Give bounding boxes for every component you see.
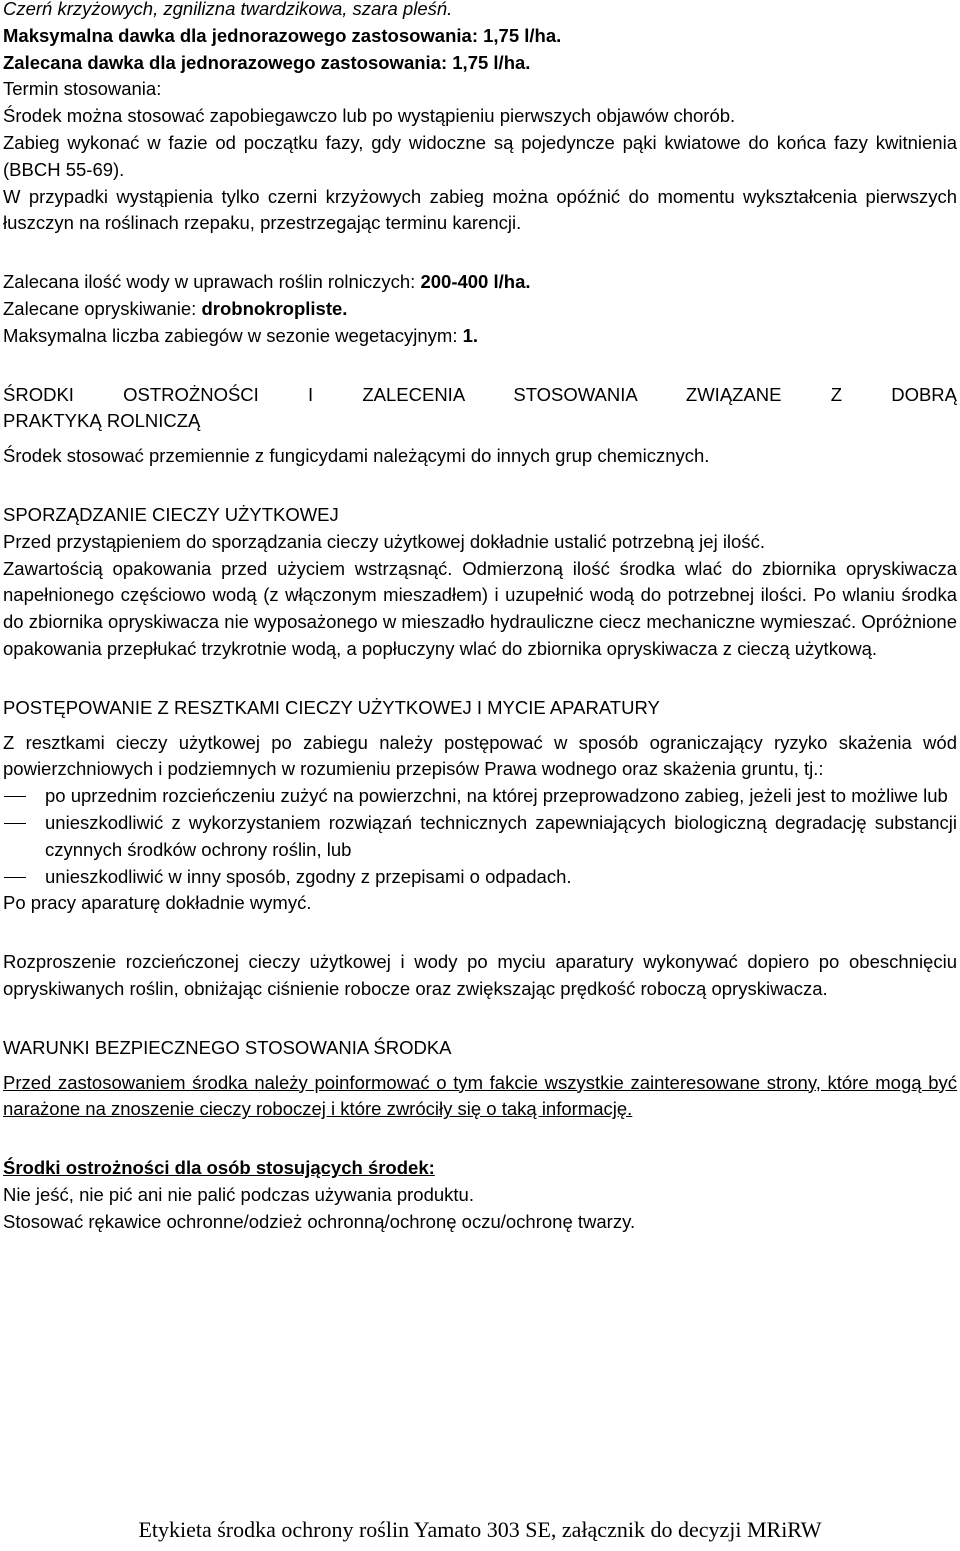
list-item: unieszkodliwić z wykorzystaniem rozwiązań technicznych zapewniających biologiczną degradację substancji czynnych środków ochrony roślin, lub (3, 810, 957, 864)
spacer (3, 435, 957, 443)
application-term-paragraph-1: Środek można stosować zapobiegawczo lub po wystąpieniu pierwszych objawów chorób. (3, 105, 736, 127)
residues-heading: POSTĘPOWANIE Z RESZTKAMI CIECZY UŻYTKOWEJ I MYCIE APARATURY (3, 696, 660, 718)
spacer (3, 350, 957, 382)
spacer (3, 917, 957, 949)
spacer (3, 663, 957, 695)
safety-rule-2: Stosować rękawice ochronne/odzież ochronną/ochronę oczu/ochronę twarzy. (3, 1210, 636, 1232)
list-item: unieszkodliwić w inny sposób, zgodny z przepisami o odpadach. (3, 864, 957, 891)
safety-heading: WARUNKI BEZPIECZNEGO STOSOWANIA ŚRODKA (3, 1036, 452, 1058)
preparation-paragraph-1: Przed przystąpieniem do sporządzania cieczy użytkowej dokładnie ustalić potrzebną jej ilość. (3, 530, 765, 552)
precautions-heading-line-2: PRAKTYKĄ ROLNICZĄ (3, 410, 201, 432)
spraying-type-value: drobnokropliste. (201, 297, 348, 319)
residues-list (3, 783, 957, 890)
dispersal-paragraph: Rozproszenie rozcieńczonej cieczy użytkowej i wody po myciu aparatury wykonywać dopiero po obeschnięciu opryskiwanych roślin, obniżając ciśnienie robocze oraz zwiększając prędkość roboczą opryskiwacza. (3, 951, 957, 999)
diseases-line: Czerń krzyżowych, zgnilizna twardzikowa, szara pleśń. (3, 0, 453, 19)
max-treatments-line (3, 323, 957, 350)
safety-rule-1: Nie jeść, nie pić ani nie palić podczas używania produktu. (3, 1183, 474, 1205)
recommended-dose-line: Zalecana dawka dla jednorazowego zastosowania: 1,75 l/ha. (3, 51, 531, 73)
water-amount-line (3, 269, 957, 296)
spacer (3, 1062, 957, 1070)
max-dose-line: Maksymalna dawka dla jednorazowego zastosowania: 1,75 l/ha. (3, 24, 562, 46)
spacer (3, 237, 957, 269)
spraying-type-line (3, 296, 957, 323)
spacer (3, 1003, 957, 1035)
application-term-paragraph-3: W przypadki wystąpienia tylko czerni krzyżowych zabieg można opóźnić do momentu wykształcenia pierwszych łuszczyn na roślinach rzepaku, przestrzegając terminu karencji. (3, 185, 957, 234)
spacer (3, 470, 957, 502)
max-treatments-value: 1. (462, 324, 479, 346)
water-amount-value: 200-400 l/ha. (420, 271, 531, 293)
safety-notice: Przed zastosowaniem środka należy poinformować o tym fakcie wszystkie zainteresowane strony, które mogą być narażone na znoszenie cieczy roboczej i które zwróciły się o taką informację. (3, 1071, 957, 1120)
residues-intro: Z resztkami cieczy użytkowej po zabiegu należy postępować w sposób ograniczający ryzyko skażenia wód powierzchniowych i podziemnych w rozumieniu przepisów Prawa wodnego oraz skażenia gruntu, tj.: (3, 731, 957, 780)
water-amount-label: Zalecana ilość wody w uprawach roślin rolniczych: (3, 271, 421, 293)
precautions-heading-line-1: ŚRODKI OSTROŻNOŚCI I ZALECENIA STOSOWANIA ZWIĄZANE Z DOBRĄ (3, 383, 957, 405)
persons-precautions-heading: Środki ostrożności dla osób stosujących środek: (3, 1157, 435, 1179)
max-treatments-label: Maksymalna liczba zabiegów w sezonie wegetacyjnym: (3, 324, 463, 346)
spacer (3, 722, 957, 730)
precautions-text: Środek stosować przemiennie z fungicydami należącymi do innych grup chemicznych. (3, 445, 710, 467)
spacer (3, 1123, 957, 1155)
document-footer: Etykieta środka ochrony roślin Yamato 303 SE, załącznik do decyzji MRiRW (138, 1517, 822, 1542)
preparation-paragraph-2: Zawartością opakowania przed użyciem wstrząsnąć. Odmierzoną ilość środka wlać do zbiornika opryskiwacza napełnionego częściowo wodą (z włączonym mieszadłem) i uzupełnić wodą do potrzebnej ilości. Po wlaniu środka do zbiornika opryskiwacza nie wyposażonego w mieszadło hydrauliczne ciecz mechaniczne wymieszać. Opróżnione opakowania przepłukać trzykrotnie wodą, a popłuczyny wlać do zbiornika opryskiwacza z cieczą użytkową. (3, 557, 957, 659)
spraying-type-label: Zalecane opryskiwanie: (3, 297, 202, 319)
label-document (3, 0, 957, 1235)
application-term-paragraph-2: Zabieg wykonać w fazie od początku fazy, gdy widoczne są pojedyncze pąki kwiatowe do końca fazy kwitnienia (BBCH 55-69). (3, 131, 957, 180)
application-term-label: Termin stosowania: (3, 78, 162, 100)
list-item: po uprzednim rozcieńczeniu zużyć na powierzchni, na której przeprowadzono zabieg, jeżeli jest to możliwe lub (3, 783, 957, 810)
after-work-line: Po pracy aparaturę dokładnie wymyć. (3, 892, 312, 914)
preparation-heading: SPORZĄDZANIE CIECZY UŻYTKOWEJ (3, 503, 339, 525)
